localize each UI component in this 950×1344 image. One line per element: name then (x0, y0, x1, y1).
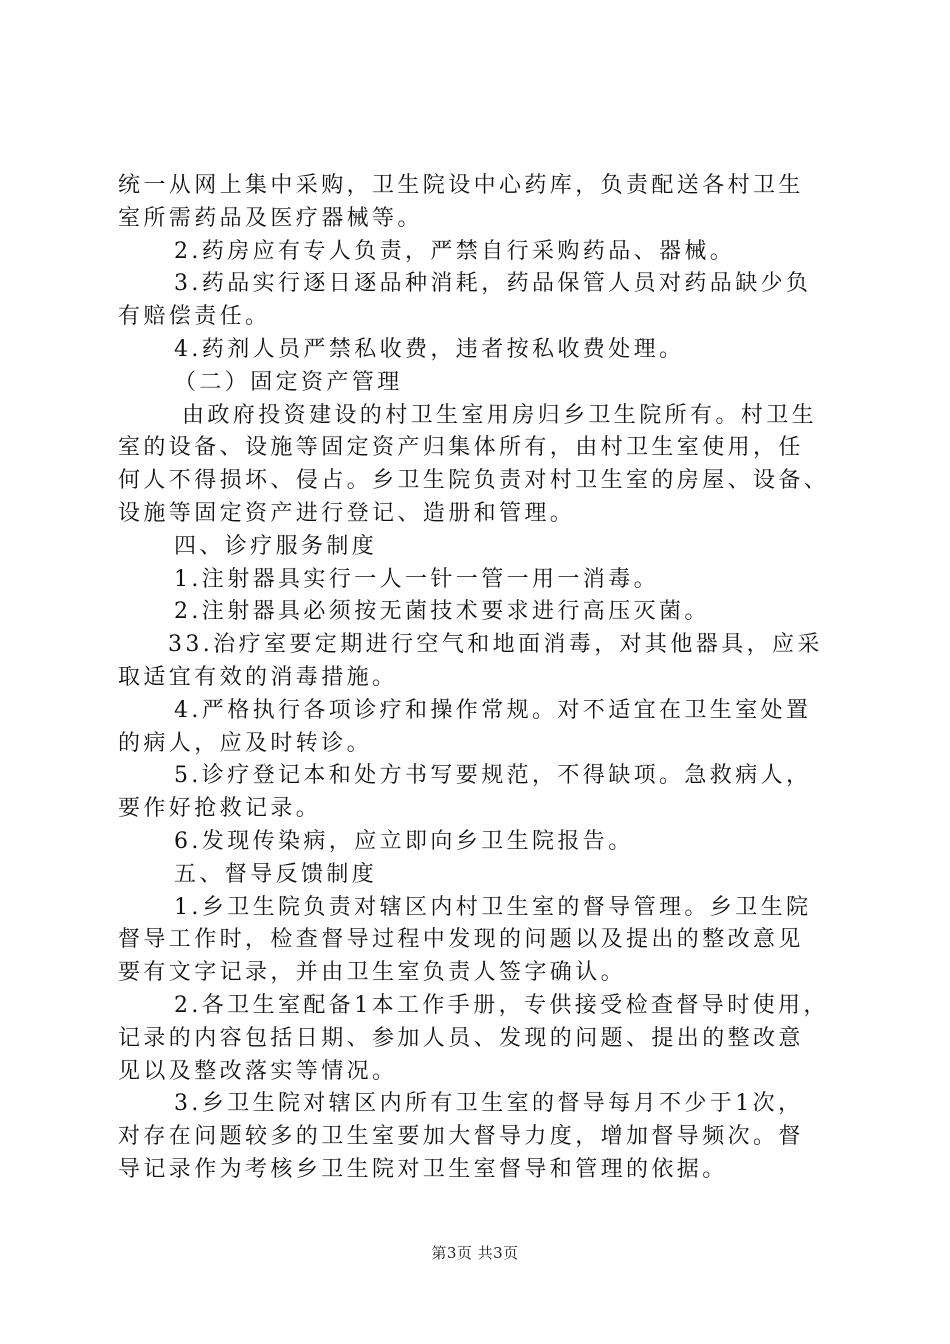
text-line: 要有文字记录，并由卫生室负责人签字确认。 (118, 960, 627, 986)
text-line: 5.诊疗登记本和处方书写要规范，不得缺项。急救病人， (174, 763, 812, 789)
text-line: 6.发现传染病，应立即向乡卫生院报告。 (174, 828, 634, 854)
text-line: 四、诊疗服务制度 (174, 533, 378, 559)
text-line: 33.治疗室要定期进行空气和地面消毒，对其他器具，应采 (168, 632, 823, 658)
text-line: 何人不得损坏、侵占。乡卫生院负责对村卫生室的房屋、设备、 (118, 468, 830, 494)
text-line: 导记录作为考核乡卫生院对卫生室督导和管理的依据。 (118, 1156, 728, 1182)
text-line: 4.药剂人员严禁私收费，违者按私收费处理。 (174, 336, 685, 362)
text-line: 记录的内容包括日期、参加人员、发现的问题、提出的整改意 (118, 1025, 804, 1051)
text-line: 4.严格执行各项诊疗和操作常规。对不适宜在卫生室处置 (174, 697, 812, 723)
text-line: 统一从网上集中采购，卫生院设中心药库，负责配送各村卫生 (118, 173, 804, 198)
text-line: 的病人，应及时转诊。 (118, 730, 373, 756)
text-line: 对存在问题较多的卫生室要加大督导力度，增加督导频次。督 (118, 1124, 804, 1150)
text-line: 室所需药品及医疗器械等。 (118, 205, 423, 231)
text-line: 取适宜有效的消毒措施。 (118, 664, 398, 690)
text-line: 要作好抢救记录。 (118, 796, 322, 822)
text-line: 2.注射器具必须按无菌技术要求进行高压灭菌。 (174, 599, 710, 625)
text-line: 3.乡卫生院对辖区内所有卫生室的督导每月不少于1次， (174, 1091, 804, 1117)
text-line: 2.药房应有专人负责，严禁自行采购药品、器械。 (174, 238, 736, 264)
text-line: 见以及整改落实等情况。 (118, 1058, 398, 1084)
text-line: 2.各卫生室配备1本工作手册，专供接受检查督导时使用， (174, 992, 829, 1018)
text-line: （二）固定资产管理 (174, 369, 403, 395)
page-footer: 第3页 共3页 (431, 1244, 519, 1262)
text-line: 有赔偿责任。 (118, 304, 271, 330)
text-line: 1.乡卫生院负责对辖区内村卫生室的督导管理。乡卫生院 (174, 894, 812, 920)
text-line: 室的设备、设施等固定资产归集体所有，由村卫生室使用，任 (118, 435, 804, 461)
text-line: 设施等固定资产进行登记、造册和管理。 (118, 500, 576, 526)
document-body (118, 170, 834, 1187)
text-line: 由政府投资建设的村卫生室用房归乡卫生院所有。村卫生 (182, 402, 818, 428)
text-line: 五、督导反馈制度 (174, 861, 378, 887)
text-line: 1.注射器具实行一人一针一管一用一消毒。 (174, 566, 659, 592)
text-line: 督导工作时，检查督导过程中发现的问题以及提出的整改意见 (118, 927, 804, 953)
text-line: 3.药品实行逐日逐品种消耗，药品保管人员对药品缺少负 (174, 271, 812, 297)
